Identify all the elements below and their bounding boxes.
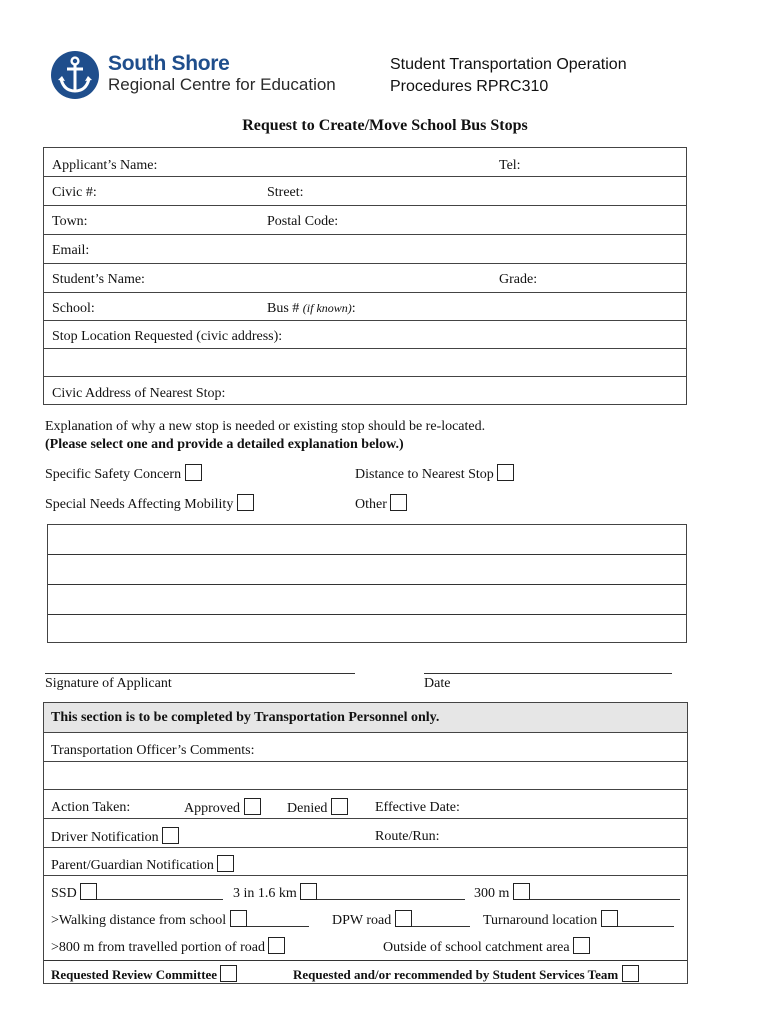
ssd-label: SSD — [51, 886, 77, 901]
turnaround-option — [483, 910, 674, 929]
tel-label: Tel: — [499, 158, 521, 173]
row-town — [44, 206, 686, 235]
parent-label: Parent/Guardian Notification — [51, 858, 214, 873]
row-stop-location — [44, 321, 686, 349]
explanation-line1: Explanation of why a new stop is needed or existing stop should be re-located. — [45, 419, 486, 434]
option-other-label: Other — [355, 497, 387, 512]
row-nearest-stop — [44, 377, 686, 404]
option-safety — [45, 464, 202, 483]
row-driver — [44, 819, 687, 848]
m300-option — [474, 883, 680, 902]
walking-label: >Walking distance from school — [51, 913, 227, 928]
other-checkbox[interactable] — [390, 494, 407, 511]
denied-checkbox[interactable] — [331, 798, 348, 815]
doc-reference-line1: Student Transportation Operation — [390, 56, 627, 73]
org-name-line1: South Shore — [108, 52, 230, 75]
row-civic — [44, 177, 686, 206]
m800-label: >800 m from travelled portion of road — [51, 940, 265, 955]
explanation-line-divider — [48, 584, 686, 585]
date-label: Date — [424, 676, 451, 691]
town-label: Town: — [52, 214, 88, 229]
approved-option — [184, 798, 261, 817]
walking-underline[interactable] — [247, 912, 309, 927]
driver-label: Driver Notification — [51, 830, 159, 845]
team-checkbox[interactable] — [622, 965, 639, 982]
doc-reference-line2: Procedures RPRC310 — [390, 78, 549, 95]
logo — [50, 50, 100, 105]
option-safety-label: Specific Safety Concern — [45, 467, 182, 482]
driver-option — [51, 827, 179, 846]
signature-line[interactable] — [45, 673, 355, 674]
row-email — [44, 235, 686, 264]
parent-checkbox[interactable] — [217, 855, 234, 872]
explanation-box[interactable] — [47, 524, 687, 643]
m300-checkbox[interactable] — [513, 883, 530, 900]
bus-label — [267, 301, 356, 317]
special-needs-checkbox[interactable] — [237, 494, 254, 511]
distance-checkbox[interactable] — [497, 464, 514, 481]
km-label: 3 in 1.6 km — [233, 886, 297, 901]
row-applicant-name — [44, 148, 686, 177]
anchor-icon — [50, 50, 100, 100]
option-special — [45, 494, 254, 513]
km-checkbox[interactable] — [300, 883, 317, 900]
dpw-underline[interactable] — [412, 912, 470, 927]
explanation-text — [45, 418, 485, 454]
m800-checkbox[interactable] — [268, 937, 285, 954]
row-parent — [44, 848, 687, 876]
row-comments — [44, 733, 687, 762]
safety-checkbox[interactable] — [185, 464, 202, 481]
nearest-stop-label: Civic Address of Nearest Stop: — [52, 386, 226, 401]
grade-label: Grade: — [499, 272, 538, 287]
explanation-line-divider — [48, 614, 686, 615]
email-label: Email: — [52, 243, 90, 258]
review-label: Requested Review Committee — [51, 967, 218, 982]
personnel-table — [43, 702, 688, 984]
street-label: Street: — [267, 185, 304, 200]
student-name-label: Student’s Name: — [52, 272, 145, 287]
bus-label-text: Bus # — [267, 301, 303, 316]
m300-label: 300 m — [474, 886, 510, 901]
criteria-rows — [44, 876, 687, 984]
ssd-underline[interactable] — [97, 885, 223, 900]
m300-underline[interactable] — [530, 885, 680, 900]
walking-checkbox[interactable] — [230, 910, 247, 927]
outside-label: Outside of school catchment area — [383, 940, 570, 955]
option-special-label: Special Needs Affecting Mobility — [45, 497, 234, 512]
row-school — [44, 293, 686, 321]
row-student — [44, 264, 686, 293]
review-option — [51, 965, 237, 983]
comments-label: Transportation Officer’s Comments: — [51, 743, 255, 758]
explanation-line-divider — [48, 554, 686, 555]
turnaround-underline[interactable] — [618, 912, 674, 927]
row-action — [44, 790, 687, 819]
km-option — [233, 883, 465, 902]
civic-label: Civic #: — [52, 185, 97, 200]
applicant-table — [43, 147, 687, 405]
route-label: Route/Run: — [375, 829, 440, 844]
row-comments-blank[interactable] — [44, 762, 687, 790]
review-checkbox[interactable] — [220, 965, 237, 982]
stop-location-label: Stop Location Requested (civic address): — [52, 329, 283, 344]
m800-option — [51, 937, 285, 956]
dpw-option — [332, 910, 470, 929]
applicant-name-label: Applicant’s Name: — [52, 158, 158, 173]
option-distance-label: Distance to Nearest Stop — [355, 467, 494, 482]
approved-checkbox[interactable] — [244, 798, 261, 815]
org-name-line2: Regional Centre for Education — [108, 75, 336, 94]
review-divider — [44, 960, 687, 961]
turnaround-label: Turnaround location — [483, 913, 598, 928]
effective-date-label: Effective Date: — [375, 800, 460, 815]
outside-checkbox[interactable] — [573, 937, 590, 954]
turnaround-checkbox[interactable] — [601, 910, 618, 927]
walking-option — [51, 910, 309, 929]
outside-option — [383, 937, 590, 956]
row-stop-location-blank[interactable] — [44, 349, 686, 377]
personnel-header-row — [44, 703, 687, 733]
bus-label-colon: : — [351, 301, 356, 316]
doc-reference — [390, 54, 627, 98]
team-label: Requested and/or recommended by Student Services Team — [293, 967, 619, 982]
dpw-label: DPW road — [332, 913, 392, 928]
parent-option — [51, 855, 234, 874]
ssd-option — [51, 883, 223, 902]
date-line[interactable] — [424, 673, 672, 674]
option-other — [355, 494, 407, 513]
action-label: Action Taken: — [51, 800, 131, 815]
approved-label: Approved — [184, 801, 240, 816]
personnel-header: This section is to be completed by Transportation Personnel only. — [51, 710, 440, 725]
page-title: Request to Create/Move School Bus Stops — [242, 117, 528, 134]
km-underline[interactable] — [317, 885, 465, 900]
driver-checkbox[interactable] — [162, 827, 179, 844]
option-distance — [355, 464, 514, 483]
ssd-checkbox[interactable] — [80, 883, 97, 900]
bus-label-note: (if known) — [302, 301, 352, 315]
signature-label: Signature of Applicant — [45, 676, 172, 691]
denied-label: Denied — [287, 801, 328, 816]
denied-option — [287, 798, 348, 817]
team-option — [293, 965, 639, 983]
explanation-line2: (Please select one and provide a detailed explanation below.) — [45, 437, 404, 452]
dpw-checkbox[interactable] — [395, 910, 412, 927]
org-name — [108, 52, 336, 95]
school-label: School: — [52, 301, 95, 316]
postal-code-label: Postal Code: — [267, 214, 339, 229]
